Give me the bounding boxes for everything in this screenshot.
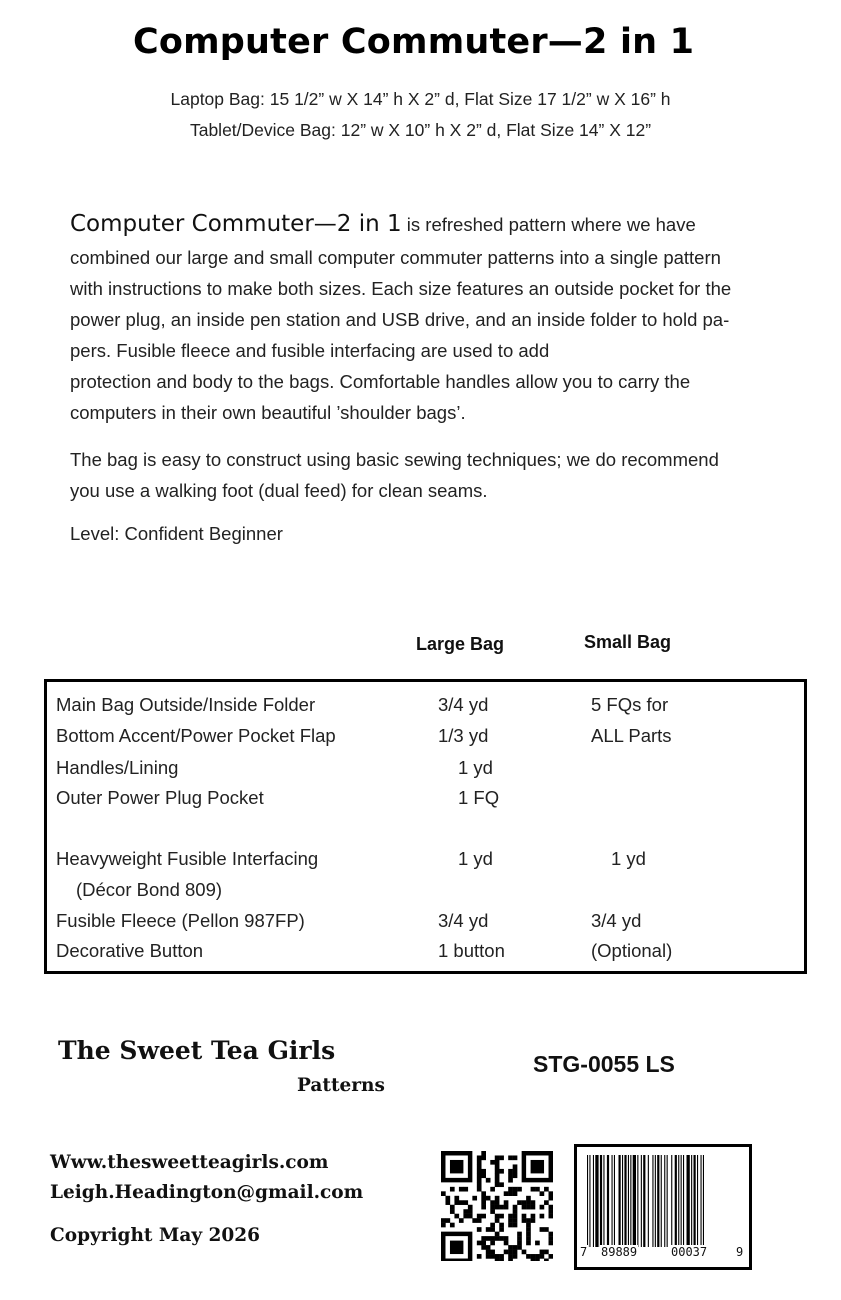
large-qty: 3/4 yd [438, 694, 489, 715]
material-item: Heavyweight Fusible Interfacing [56, 848, 319, 869]
small-qty: (Optional) [591, 940, 673, 961]
large-qty: 1 button [438, 940, 505, 961]
large-qty: 1 yd [458, 757, 493, 778]
website-text: Www.thesweetteagirls.com [50, 1152, 329, 1173]
sku-code: STG-0055 LS [533, 1051, 675, 1077]
large-qty: 1 yd [458, 848, 493, 869]
description-paragraph: Computer Commuter—2 in 1 is refreshed pattern where we have combined our large and small computer commuter patterns into a single pattern with instructions to make both sizes. Each size features an outside pocket for the power plug, an inside pen station and USB drive, and an inside folder to hold pa- pers. Fusible fleece and fusible interfacing are used to add protection and body to the bags. Comfortable handles allow you to carry the computers in their own beautiful ’shoulder bags’. [70, 211, 732, 423]
brand-subtitle: Patterns [297, 1075, 385, 1096]
table-row [47, 910, 804, 940]
material-item: (Décor Bond 809) [76, 879, 223, 900]
table-row [47, 694, 804, 724]
barcode-bars [587, 1155, 741, 1247]
table-row [47, 848, 804, 878]
large-qty: 3/4 yd [438, 910, 489, 931]
small-qty: 5 FQs for [591, 694, 669, 715]
laptop-dimensions: Laptop Bag: 15 1/2” w X 14” h X 2” d, Flat Size 17 1/2” w X 16” h [170, 89, 671, 109]
skill-level: Level: Confident Beginner [70, 523, 283, 544]
qr-code-graphic [441, 1151, 553, 1261]
material-item: Main Bag Outside/Inside Folder [56, 694, 316, 715]
material-item: Handles/Lining [56, 757, 179, 778]
table-row [47, 879, 804, 909]
barcode-digit-right: 00037 [671, 1245, 708, 1259]
barcode-digit-lead: 7 [580, 1245, 588, 1259]
material-item: Bottom Accent/Power Pocket Flap [56, 725, 336, 746]
small-qty: ALL Parts [591, 725, 672, 746]
barcode-digit-check: 9 [736, 1245, 744, 1259]
tablet-dimensions: Tablet/Device Bag: 12” w X 10” h X 2” d, Flat Size 14” X 12” [189, 120, 652, 140]
construction-note: The bag is easy to construct using basic sewing techniques; we do recommend you use a walking foot (dual feed) for clean seams. [70, 449, 719, 501]
table-row [47, 940, 804, 970]
pattern-title: Computer Commuter—2 in 1 [133, 22, 695, 62]
qr-code-icon [441, 1151, 553, 1261]
table-row [47, 787, 804, 817]
material-item: Fusible Fleece (Pellon 987FP) [56, 910, 305, 931]
copyright-text: Copyright May 2026 [50, 1225, 261, 1246]
material-item: Decorative Button [56, 940, 204, 961]
large-qty: 1/3 yd [438, 725, 489, 746]
email-text: Leigh.Headington@gmail.com [50, 1182, 364, 1203]
brand-name: The Sweet Tea Girls [58, 1036, 336, 1065]
small-qty: 1 yd [611, 848, 646, 869]
table-row [47, 757, 804, 787]
small-bag-header: Small Bag [584, 632, 672, 652]
large-bag-header: Large Bag [416, 634, 505, 654]
material-item: Outer Power Plug Pocket [56, 787, 264, 808]
materials-table [44, 679, 807, 974]
barcode-icon [574, 1144, 752, 1270]
description-lead: Computer Commuter—2 in 1 [70, 211, 402, 237]
table-row [47, 725, 804, 755]
small-qty: 3/4 yd [591, 910, 642, 931]
large-qty: 1 FQ [458, 787, 500, 808]
barcode-digit-left: 89889 [601, 1245, 638, 1259]
